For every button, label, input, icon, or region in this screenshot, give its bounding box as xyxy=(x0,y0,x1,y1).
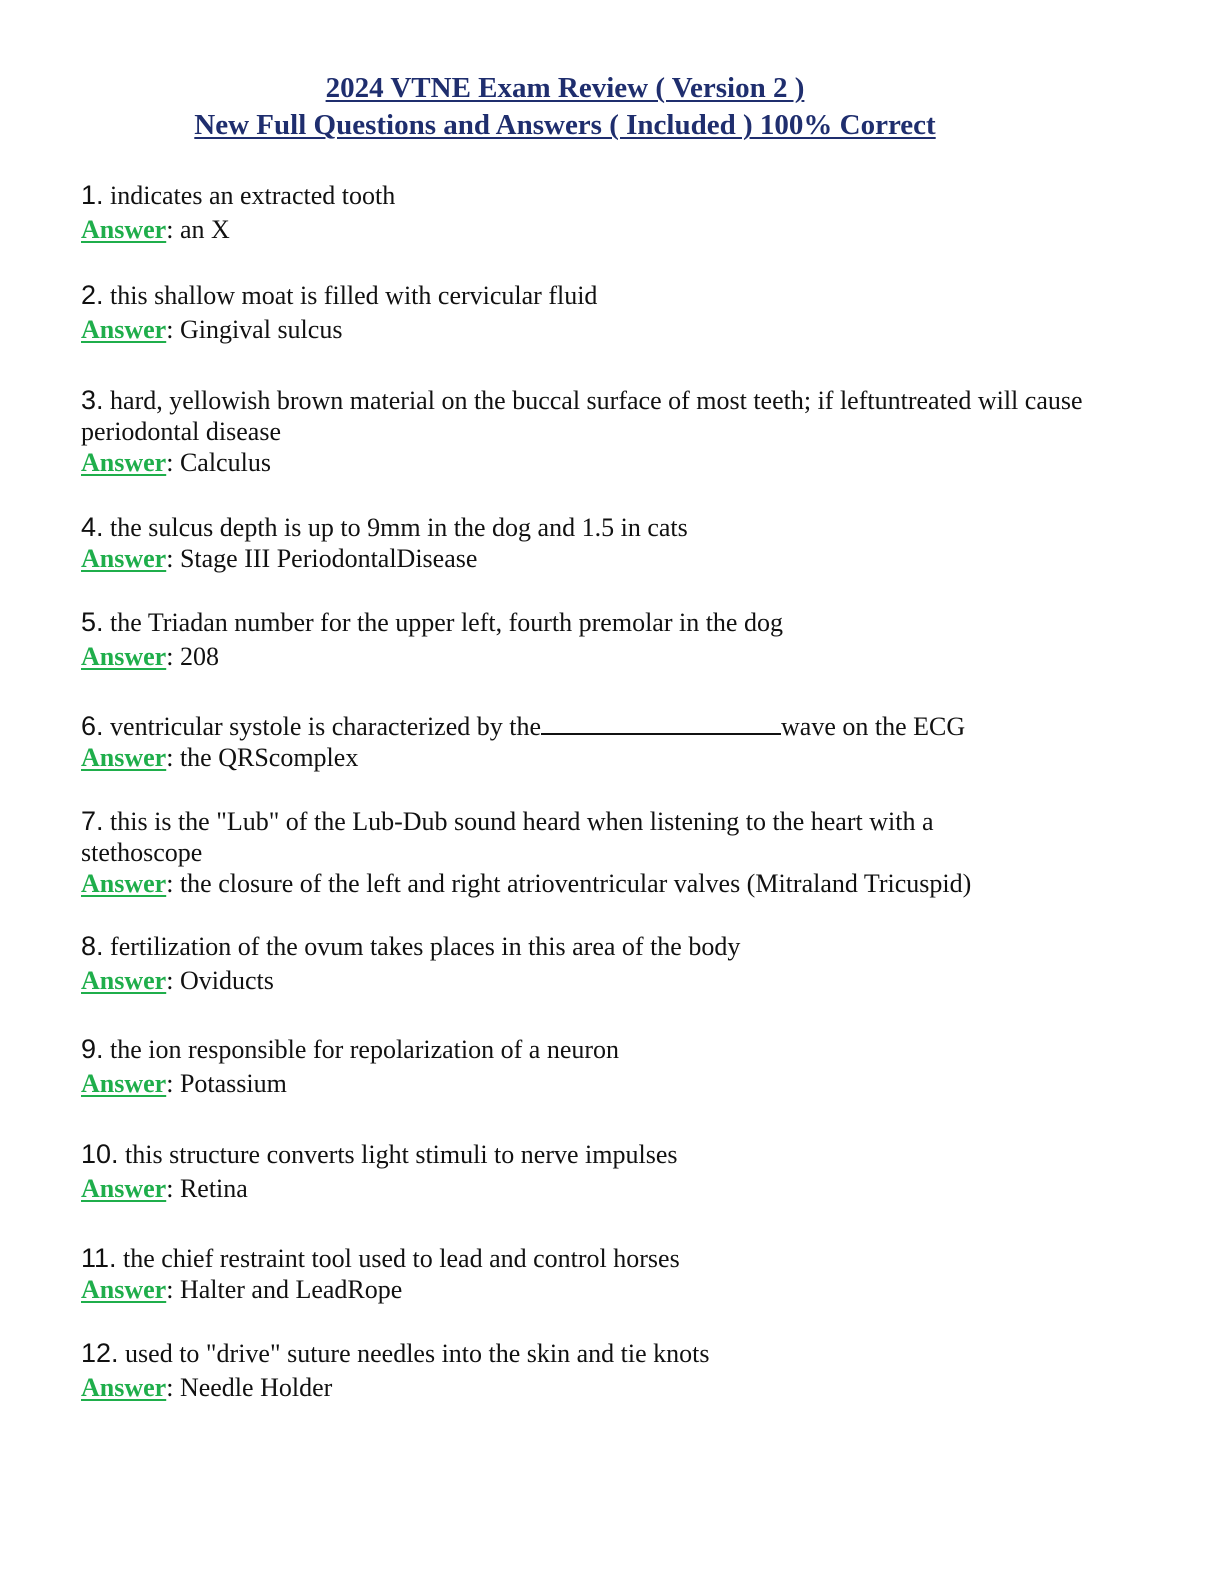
question xyxy=(81,280,1141,311)
question-text: the Triadan number for the upper left, fourth premolar in the dog xyxy=(110,608,783,637)
qa-item xyxy=(81,607,1141,672)
question xyxy=(81,385,1091,447)
answer-label: Answer xyxy=(81,1373,167,1402)
question-text: fertilization of the ovum takes places in this area of the body xyxy=(110,932,741,961)
question-text: this is the "Lub" of the Lub-Dub sound heard when listening to the heart with a stethoscope xyxy=(81,807,940,867)
answer-text: Oviducts xyxy=(179,966,274,995)
question xyxy=(81,607,1141,638)
question xyxy=(81,1243,1141,1274)
question-number: 6. xyxy=(81,711,104,741)
answer-text: Calculus xyxy=(179,448,271,477)
question-text: the sulcus depth is up to 9mm in the dog and 1.5 in cats xyxy=(110,513,688,542)
answer: Answer: Needle Holder xyxy=(81,1373,333,1402)
answer: Answer: Retina xyxy=(81,1174,248,1203)
answer-text: the QRScomplex xyxy=(179,743,359,772)
answer: Answer: Halter and LeadRope xyxy=(81,1275,403,1304)
answer-label: Answer xyxy=(81,215,167,244)
answer-label: Answer xyxy=(81,1069,167,1098)
answer: Answer: the closure of the left and right atrioventricular valves (Mitraland Tricuspid) xyxy=(81,869,972,898)
fill-in-blank xyxy=(541,711,781,735)
question-number: 12. xyxy=(81,1338,119,1368)
question-text: the ion responsible for repolarization of a neuron xyxy=(110,1035,620,1064)
answer-text: Potassium xyxy=(179,1069,287,1098)
answer-text: Gingival sulcus xyxy=(179,315,343,344)
document-title: 2024 VTNE Exam Review ( Version 2 ) xyxy=(325,72,805,104)
answer-label: Answer xyxy=(81,1174,167,1203)
question-number: 9. xyxy=(81,1034,104,1064)
answer-text: Stage III PeriodontalDisease xyxy=(179,544,478,573)
answer-text: 208 xyxy=(179,642,219,671)
question-number: 1. xyxy=(81,180,104,210)
answer-text: an X xyxy=(179,215,230,244)
answer: Answer: Calculus xyxy=(81,448,271,477)
question-number: 2. xyxy=(81,280,104,310)
qa-item xyxy=(81,385,1091,478)
answer: Answer: an X xyxy=(81,215,230,244)
qa-item xyxy=(81,1243,1141,1305)
question xyxy=(81,1139,1141,1170)
qa-item xyxy=(81,1139,1141,1204)
qa-item xyxy=(81,931,1141,996)
question-text-suffix: wave on the ECG xyxy=(781,712,966,741)
answer-label: Answer xyxy=(81,448,167,477)
answer: Answer: 208 xyxy=(81,642,219,671)
answer-label: Answer xyxy=(81,743,167,772)
answer-label: Answer xyxy=(81,1275,167,1304)
answer-text: Needle Holder xyxy=(179,1373,333,1402)
question xyxy=(81,1034,1141,1065)
question-number: 3. xyxy=(81,385,104,415)
question-text: hard, yellowish brown material on the buccal surface of most teeth; if leftuntreated will cause periodontal disease xyxy=(81,386,1090,446)
qa-item xyxy=(81,512,1141,574)
question-text: ventricular systole is characterized by the xyxy=(110,712,542,741)
answer-label: Answer xyxy=(81,966,167,995)
answer: Answer: the QRScomplex xyxy=(81,743,359,772)
answer: Answer: Oviducts xyxy=(81,966,274,995)
answer-text: Halter and LeadRope xyxy=(179,1275,403,1304)
answer-text: Retina xyxy=(179,1174,248,1203)
answer-label: Answer xyxy=(81,315,167,344)
qa-item xyxy=(81,280,1141,345)
question-text: the chief restraint tool used to lead and control horses xyxy=(123,1244,680,1273)
question-number: 7. xyxy=(81,806,104,836)
question-text: indicates an extracted tooth xyxy=(110,181,396,210)
question xyxy=(81,512,1141,543)
answer: Answer: Gingival sulcus xyxy=(81,315,343,344)
answer-label: Answer xyxy=(81,642,167,671)
answer-label: Answer xyxy=(81,869,167,898)
question-number: 10. xyxy=(81,1139,119,1169)
qa-item xyxy=(81,180,1141,245)
answer-text: the closure of the left and right atrioventricular valves (Mitraland Tricuspid) xyxy=(179,869,972,898)
question-number: 4. xyxy=(81,512,104,542)
question-text: this structure converts light stimuli to nerve impulses xyxy=(125,1140,678,1169)
question-number: 8. xyxy=(81,931,104,961)
qa-item xyxy=(81,711,1141,773)
question-number: 11. xyxy=(81,1243,117,1273)
document-subtitle: New Full Questions and Answers ( Included ) 100% Correct xyxy=(194,109,936,141)
question-text: used to "drive" suture needles into the skin and tie knots xyxy=(125,1339,710,1368)
question xyxy=(81,711,1141,742)
question-text: this shallow moat is filled with cervicular fluid xyxy=(110,281,598,310)
question xyxy=(81,180,1141,211)
answer: Answer: Stage III PeriodontalDisease xyxy=(81,544,478,573)
answer-label: Answer xyxy=(81,544,167,573)
qa-item xyxy=(81,1034,1141,1099)
question xyxy=(81,806,1021,868)
answer: Answer: Potassium xyxy=(81,1069,287,1098)
question-number: 5. xyxy=(81,607,104,637)
question xyxy=(81,1338,1141,1369)
qa-item xyxy=(81,806,1021,899)
question xyxy=(81,931,1141,962)
qa-item xyxy=(81,1338,1141,1403)
